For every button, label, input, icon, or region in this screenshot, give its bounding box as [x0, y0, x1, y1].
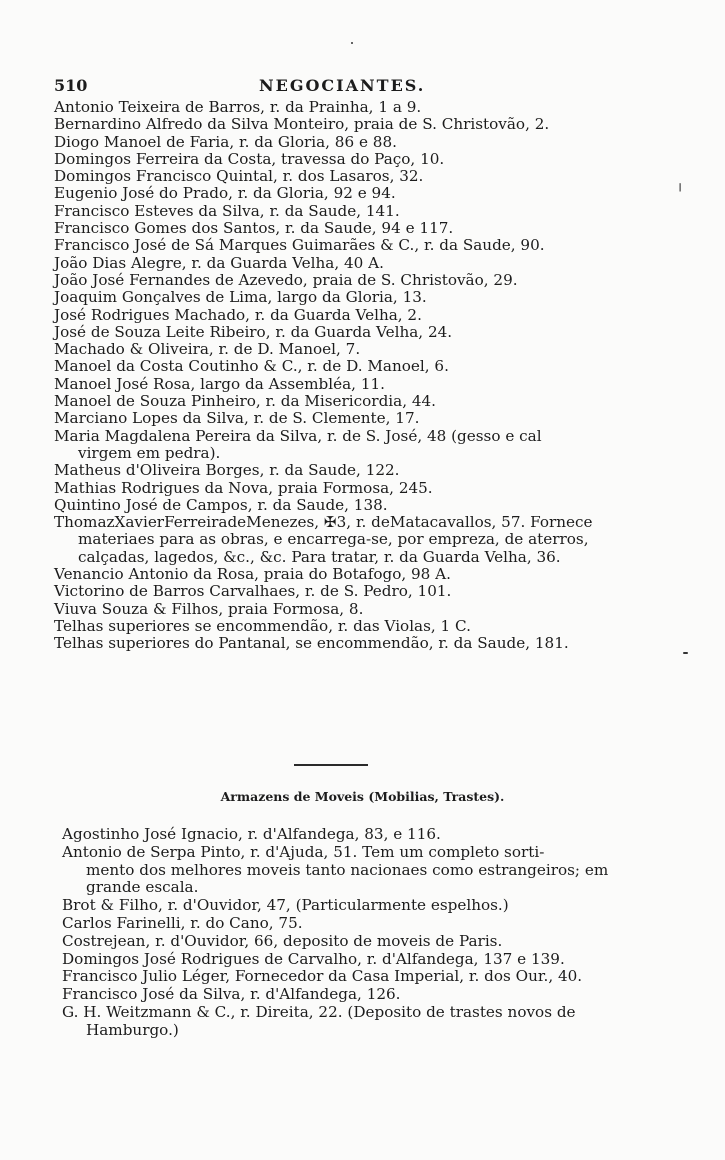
- margin-mark: ╷: [676, 176, 685, 192]
- list-item-continuation: Hamburgo.): [86, 1020, 179, 1039]
- list-item: Brot & Filho, r. d'Ouvidor, 47, (Particularmente espelhos.): [62, 896, 509, 915]
- list-item-continuation: materiaes para as obras, e encarrega-se, por empreza, de aterros,: [78, 530, 589, 549]
- section-divider: [294, 764, 368, 766]
- list-item: Victorino de Barros Carvalhaes, r. de S. Pedro, 101.: [54, 582, 452, 601]
- list-item: Carlos Farinelli, r. do Cano, 75.: [62, 913, 303, 932]
- list-item: G. H. Weitzmann & C., r. Direita, 22. (Deposito de trastes novos de: [62, 1002, 576, 1021]
- list-item: Francisco Gomes dos Santos, r. da Saude, 94 e 117.: [54, 219, 454, 238]
- list-item: Joaquim Gonçalves de Lima, largo da Gloria, 13.: [54, 288, 427, 307]
- list-item: Domingos Francisco Quintal, r. dos Lasaros, 32.: [54, 167, 424, 186]
- list-item: João José Fernandes de Azevedo, praia de S. Christovão, 29.: [54, 270, 518, 289]
- list-item: ThomazXavierFerreiradeMenezes, ✠3, r. deMatacavallos, 57. Fornece: [54, 513, 593, 532]
- list-item: Francisco Esteves da Silva, r. da Saude, 141.: [54, 201, 400, 220]
- page-header: [54, 76, 614, 98]
- list-item-continuation: grande escala.: [86, 878, 199, 897]
- list-item: Diogo Manoel de Faria, r. da Gloria, 86 e 88.: [54, 132, 397, 151]
- list-item: Matheus d'Oliveira Borges, r. da Saude, 122.: [54, 461, 400, 480]
- list-item: Telhas superiores se encommendão, r. das Violas, 1 C.: [54, 616, 471, 635]
- list-item: Viuva Souza & Filhos, praia Formosa, 8.: [54, 599, 364, 618]
- scan-speck: [351, 42, 353, 44]
- list-item: José Rodrigues Machado, r. da Guarda Velha, 2.: [54, 305, 422, 324]
- list-item: Domingos Ferreira da Costa, travessa do Paço, 10.: [54, 149, 445, 168]
- list-item: Francisco José da Silva, r. d'Alfandega, 126.: [62, 985, 401, 1004]
- list-item: José de Souza Leite Ribeiro, r. da Guarda Velha, 24.: [54, 322, 453, 341]
- scan-speck: [683, 652, 688, 654]
- list-item: Costrejean, r. d'Ouvidor, 66, deposito de moveis de Paris.: [62, 931, 503, 950]
- list-item: Manoel de Souza Pinheiro, r. da Misericordia, 44.: [54, 392, 437, 411]
- list-item: Antonio de Serpa Pinto, r. d'Ajuda, 51. Tem um completo sorti-: [62, 842, 545, 861]
- section-heading: Armazens de Moveis (Mobilias, Trastes).: [220, 789, 505, 804]
- page-number: 510: [54, 76, 88, 95]
- list-item: Domingos José Rodrigues de Carvalho, r. d'Alfandega, 137 e 139.: [62, 949, 565, 968]
- furniture-store-list: [62, 826, 642, 1040]
- list-item: João Dias Alegre, r. da Guarda Velha, 40 A.: [54, 253, 384, 272]
- list-item: Marciano Lopes da Silva, r. de S. Clemente, 17.: [54, 409, 420, 428]
- list-item-continuation: virgem em pedra).: [78, 443, 221, 462]
- merchant-list: [54, 99, 634, 653]
- list-item: Francisco José de Sá Marques Guimarães & C., r. da Saude, 90.: [54, 236, 545, 255]
- list-item: Venancio Antonio da Rosa, praia do Botafogo, 98 A.: [54, 565, 451, 584]
- list-item: Mathias Rodrigues da Nova, praia Formosa, 245.: [54, 478, 433, 497]
- list-item: Quintino José de Campos, r. da Saude, 138.: [54, 495, 388, 514]
- list-item: Eugenio José do Prado, r. da Gloria, 92 e 94.: [54, 184, 396, 203]
- list-item: Maria Magdalena Pereira da Silva, r. de S. José, 48 (gesso e cal: [54, 426, 542, 445]
- list-item: Machado & Oliveira, r. de D. Manoel, 7.: [54, 340, 361, 359]
- list-item: Telhas superiores do Pantanal, se encommendão, r. da Saude, 181.: [54, 634, 569, 653]
- list-item: Francisco Julio Léger, Fornecedor da Casa Imperial, r. dos Our., 40.: [62, 967, 583, 986]
- list-item: Antonio Teixeira de Barros, r. da Prainha, 1 a 9.: [54, 98, 422, 116]
- list-item: Agostinho José Ignacio, r. d'Alfandega, 83, e 116.: [62, 825, 441, 843]
- list-item-continuation: mento dos melhores moveis tanto nacionaes como estrangeiros; em: [86, 860, 609, 879]
- list-item: Bernardino Alfredo da Silva Monteiro, praia de S. Christovão, 2.: [54, 115, 550, 134]
- list-item: Manoel José Rosa, largo da Assembléa, 11.: [54, 374, 385, 393]
- list-item: Manoel da Costa Coutinho & C., r. de D. Manoel, 6.: [54, 357, 449, 376]
- page-title: NEGOCIANTES.: [259, 76, 426, 95]
- list-item-continuation: calçadas, lagedos, &c., &c. Para tratar, r. da Guarda Velha, 36.: [78, 547, 561, 566]
